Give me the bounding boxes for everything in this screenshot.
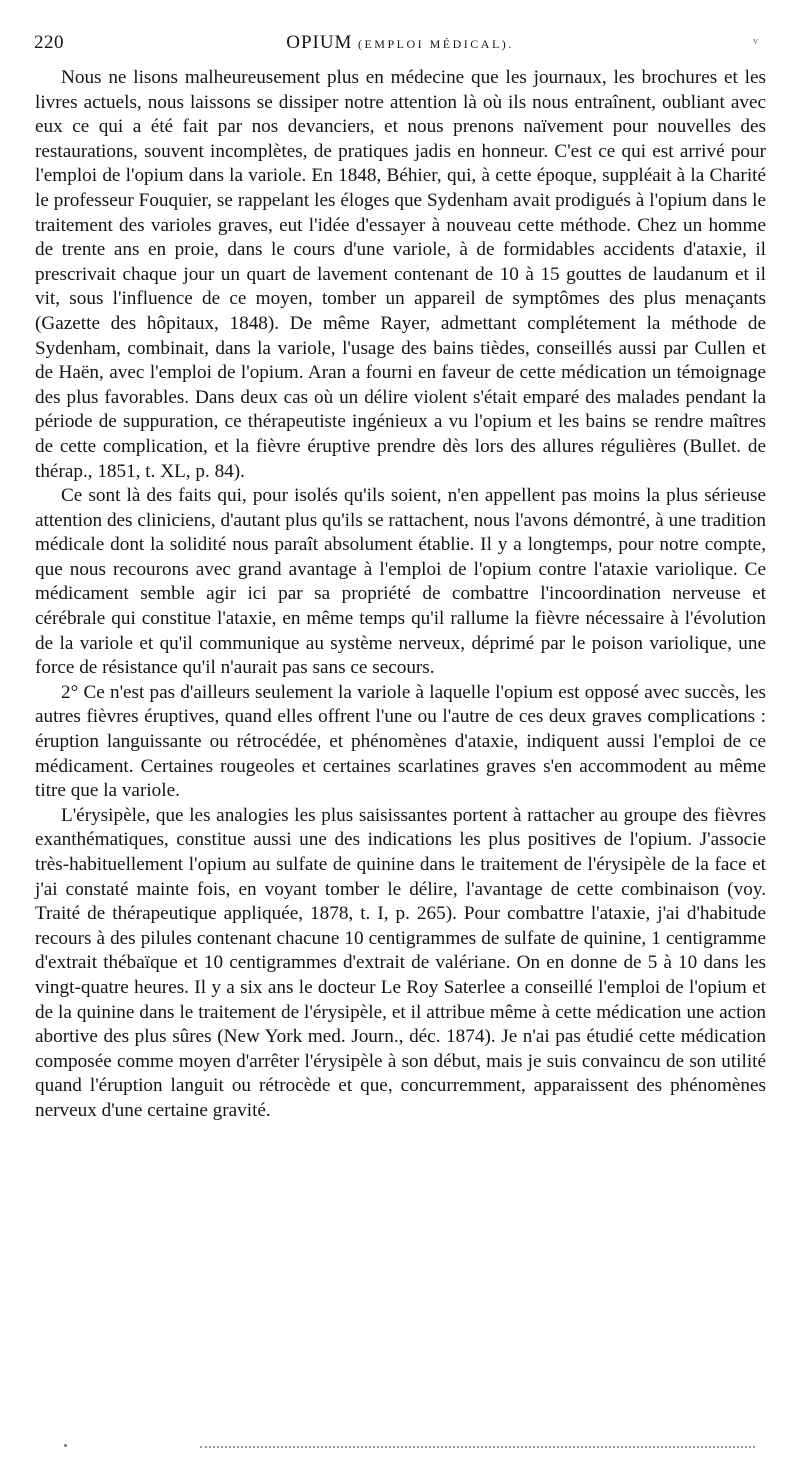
running-title-main: OPIUM (286, 32, 353, 53)
paragraph: Nous ne lisons malheureusement plus en médecine que les journaux, les brochures et les livres actuels, nous laissons se dissiper notre attention là où ils nous entraînent, oubliant avec eux ce qui a été fait par nos devanciers, et nous prenons naïvement pour nouvelles des restaurations, souvent incomplètes, de pratiques jadis en honneur. C'est ce qui est arrivé pour l'emploi de l'opium dans la variole. En 1848, Béhier, qui, à cette époque, suppléait à la Charité le professeur Fouquier, se rappelant les éloges que Sydenham avait prodigués à l'opium dans le traitement des varioles graves, eut l'idée d'essayer à nouveau cette méthode. Chez un homme de trente ans en proie, dans le cours d'une variole, à de formidables accidents d'ataxie, il prescrivait chaque jour un quart de lavement contenant de 10 à 15 gouttes de laudanum et il vit, sous l'influence de ce moyen, tomber un appareil de symptômes des plus menaçants (Gazette des hôpitaux, 1848). De même Rayer, admettant complétement la méthode de Sydenham, combinait, dans la variole, l'usage des bains tièdes, conseillés aussi par Cullen et de Haën, avec l'emploi de l'opium. Aran a fourni en faveur de cette médication un témoignage des plus favorables. Dans deux cas où un délire violent s'était emparé des malades pendant la période de suppuration, ce thérapeutiste ingénieux a vu l'opium et les bains se rendre maîtres de cette complication, et la fièvre éruptive prendre dès lors des allures régulières (Bullet. de thérap., 1851, t. XL, p. 84). (35, 67, 766, 482)
page-number: 220 (34, 32, 64, 53)
running-title-sub: (EMPLOI MÉDICAL). (352, 37, 514, 51)
running-head (30, 30, 770, 60)
running-title (30, 32, 770, 54)
paragraph: 2° Ce n'est pas d'ailleurs seulement la variole à laquelle l'opium est opposé avec succès, les autres fièvres éruptives, quand elles offrent l'une ou l'autre de ces deux graves complications : éruption languissante ou rétrocédée, et phénomènes d'ataxie, indiquent aussi l'emploi de ce médicament. Certaines rougeoles et certaines scarlatines graves s'en accommodent au même titre que la variole. (35, 681, 766, 802)
paragraph: Ce sont là des faits qui, pour isolés qu'ils soient, n'en appellent pas moins la plus sérieuse attention des cliniciens, d'autant plus qu'ils se rattachent, nous l'avons démontré, à une tradition médicale dont la solidité nous paraît absolument établie. Il y a longtemps, pour notre compte, que nous recourons avec grand avantage à l'emploi de l'opium contre l'ataxie variolique. Ce médicament semble agir ici par sa propriété de combattre l'incoordination nerveuse et cérébrale qui constitue l'ataxie, en même temps qu'il rallume la fièvre nécessaire à l'évolution de la variole et qu'il communique au système nerveux, déprimé par le poison variolique, une force de résistance qu'il n'aurait pas sans ce secours. (35, 485, 766, 679)
footer-dot (64, 1444, 67, 1447)
paragraph: L'érysipèle, que les analogies les plus saisissantes portent à rattacher au groupe des fièvres exanthématiques, constitue aussi une des indications les plus positives de l'opium. J'associe très-habituellement l'opium au sulfate de quinine dans le traitement de l'érysipèle de la face et j'ai constaté mainte fois, en voyant tomber le délire, l'avantage de cette combinaison (voy. Traité de thérapeutique appliquée, 1878, t. I, p. 265). Pour combattre l'ataxie, j'ai d'habitude recours à des pilules contenant chacune 10 centigrammes de sulfate de quinine, 1 centigramme d'extrait thébaïque et 10 centigrammes d'extrait de valériane. On en donne de 5 à 10 dans les vingt-quatre heures. Il y a six ans le docteur Le Roy Saterlee a conseillé l'emploi de l'opium et de la quinine dans le traitement de l'érysipèle, et il attribue même à cette médication une action abortive des plus sûres (New York med. Journ., déc. 1874). Je n'ai pas étudié cette médication composée comme moyen d'arrêter l'érysipèle à son début, mais je suis convaincu de son utilité quand l'éruption languit ou rétrocède et que, concurremment, apparaissent des phénomènes nerveux d'une certaine gravité. (35, 804, 766, 1121)
corner-mark: v (753, 36, 758, 47)
footer-rule (200, 1446, 755, 1448)
body-text (35, 66, 766, 1124)
